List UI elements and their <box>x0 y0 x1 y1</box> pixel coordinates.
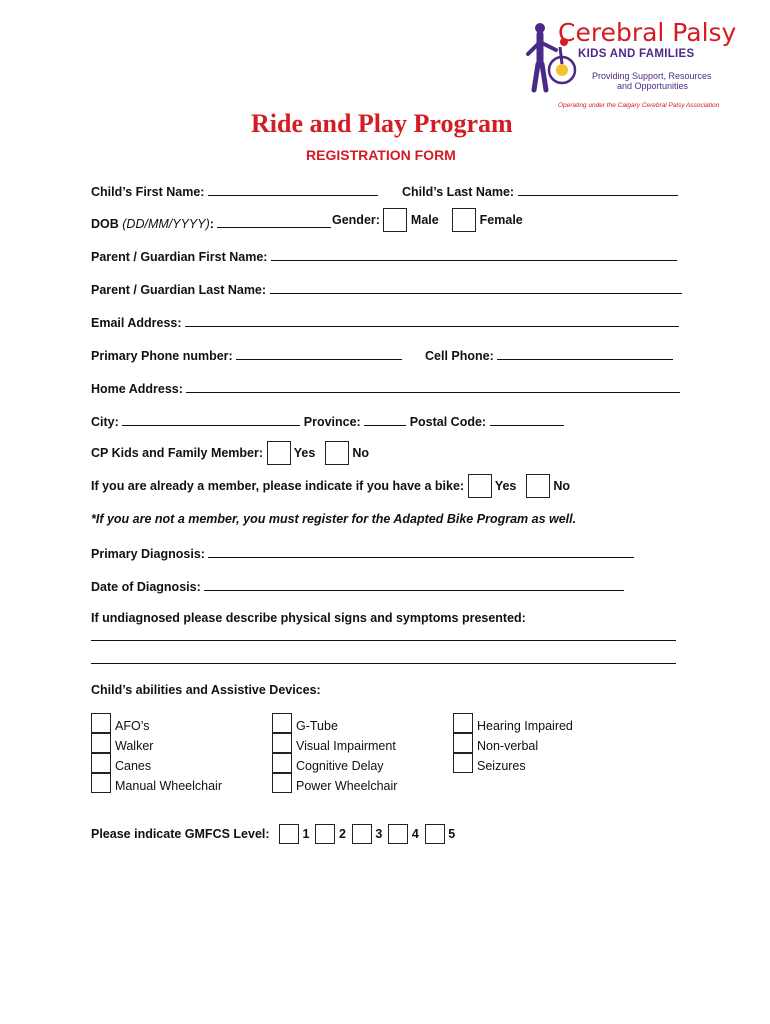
devices-col-1 <box>91 713 222 793</box>
home-address-field[interactable] <box>186 380 680 393</box>
symptoms-line-2[interactable] <box>91 663 676 664</box>
device-item <box>453 753 573 773</box>
logo <box>520 18 745 113</box>
city-label: City: <box>91 415 119 429</box>
diagnosis-row <box>91 545 634 561</box>
devices-col-3 <box>453 713 573 773</box>
device-item <box>272 733 397 753</box>
device-label: Non-verbal <box>477 739 539 753</box>
member-no-label: No <box>352 446 369 460</box>
member-row <box>91 441 369 465</box>
device-label: G-Tube <box>296 719 338 733</box>
primary-phone-label: Primary Phone number: <box>91 349 233 363</box>
symptoms-line-1[interactable] <box>91 640 676 641</box>
gmfcs-level-label: 3 <box>371 827 383 841</box>
device-item <box>272 753 397 773</box>
device-label: Cognitive Delay <box>296 759 384 773</box>
form-subtitle: REGISTRATION FORM <box>306 147 456 163</box>
cell-phone-label: Cell Phone: <box>425 349 494 363</box>
gender-row <box>332 208 523 232</box>
member-yes-checkbox[interactable] <box>267 441 291 465</box>
device-label: Hearing Impaired <box>477 719 573 733</box>
member-yes-label: Yes <box>293 446 316 460</box>
brand-tagline-2: and Opportunities <box>617 81 689 91</box>
device-checkbox[interactable] <box>272 753 292 773</box>
device-checkbox[interactable] <box>91 753 111 773</box>
diagnosis-date-row <box>91 578 624 594</box>
child-first-row <box>91 183 378 199</box>
device-checkbox[interactable] <box>453 713 473 733</box>
gmfcs-level-checkbox[interactable] <box>352 824 372 844</box>
device-label: Manual Wheelchair <box>115 779 222 793</box>
email-field[interactable] <box>185 314 679 327</box>
email-label: Email Address: <box>91 316 182 330</box>
device-checkbox[interactable] <box>91 713 111 733</box>
parent-last-row <box>91 281 682 297</box>
diagnosis-date-label: Date of Diagnosis: <box>91 580 201 594</box>
child-last-row <box>402 183 678 199</box>
devices-col-2 <box>272 713 397 793</box>
male-label: Male <box>410 213 439 227</box>
primary-phone-field[interactable] <box>236 347 402 360</box>
device-item <box>91 733 222 753</box>
bike-yes-checkbox[interactable] <box>468 474 492 498</box>
province-label: Province: <box>303 415 361 429</box>
device-item <box>91 773 222 793</box>
city-row <box>91 413 564 429</box>
female-label: Female <box>479 213 523 227</box>
abilities-heading: Child’s abilities and Assistive Devices: <box>91 683 321 697</box>
device-item <box>453 713 573 733</box>
primary-phone-row <box>91 347 402 363</box>
province-field[interactable] <box>364 413 406 426</box>
parent-first-label: Parent / Guardian First Name: <box>91 250 268 264</box>
brand-name: Cerebral Palsy <box>558 18 737 47</box>
gender-label: Gender: <box>332 213 380 227</box>
device-label: Power Wheelchair <box>296 779 398 793</box>
device-checkbox[interactable] <box>272 713 292 733</box>
page-title: Ride and Play Program <box>251 109 513 138</box>
device-checkbox[interactable] <box>91 733 111 753</box>
child-last-field[interactable] <box>518 183 678 196</box>
cell-phone-row <box>425 347 673 363</box>
parent-first-field[interactable] <box>271 248 677 261</box>
dob-field[interactable] <box>217 215 331 228</box>
parent-last-field[interactable] <box>270 281 682 294</box>
gmfcs-level-checkbox[interactable] <box>388 824 408 844</box>
cell-phone-field[interactable] <box>497 347 673 360</box>
parent-last-label: Parent / Guardian Last Name: <box>91 283 267 297</box>
device-item <box>272 713 397 733</box>
dob-row <box>91 215 331 231</box>
operating-note: Operating under the Calgary Cerebral Palsy Association <box>558 102 720 109</box>
device-item <box>91 753 222 773</box>
gmfcs-row <box>91 824 455 844</box>
gmfcs-level-checkbox[interactable] <box>315 824 335 844</box>
child-last-label: Child’s Last Name: <box>402 185 515 199</box>
device-checkbox[interactable] <box>91 773 111 793</box>
dob-format: (DD/MM/YYYY) <box>122 217 210 231</box>
bike-no-label: No <box>553 479 571 493</box>
device-label: Walker <box>115 739 154 753</box>
home-address-row <box>91 380 680 396</box>
gender-female-checkbox[interactable] <box>452 208 476 232</box>
bike-no-checkbox[interactable] <box>526 474 550 498</box>
device-label: AFO’s <box>115 719 150 733</box>
bike-row <box>91 474 570 498</box>
parent-first-row <box>91 248 677 264</box>
dob-label: DOB <box>91 217 119 231</box>
device-label: Canes <box>115 759 152 773</box>
device-checkbox[interactable] <box>272 773 292 793</box>
email-row <box>91 314 679 330</box>
device-item <box>272 773 397 793</box>
dob-colon: : <box>209 217 214 231</box>
bike-yes-label: Yes <box>494 479 517 493</box>
member-label: CP Kids and Family Member: <box>91 446 264 460</box>
gmfcs-level-checkbox[interactable] <box>279 824 299 844</box>
gender-male-checkbox[interactable] <box>383 208 407 232</box>
child-first-label: Child’s First Name: <box>91 185 205 199</box>
home-address-label: Home Address: <box>91 382 183 396</box>
gmfcs-level-label: 1 <box>299 827 310 841</box>
brand-subtitle: KIDS AND FAMILIES <box>578 48 695 60</box>
gmfcs-label: Please indicate GMFCS Level: <box>91 827 270 841</box>
bike-note: *If you are not a member, you must register for the Adapted Bike Program as well. <box>91 512 577 526</box>
diagnosis-field[interactable] <box>208 545 634 558</box>
gmfcs-level-label: 4 <box>408 827 419 841</box>
brand-tagline-1: Providing Support, Resources <box>592 71 712 81</box>
postal-code-label: Postal Code: <box>409 415 487 429</box>
city-field[interactable] <box>122 413 300 426</box>
undiagnosed-label: If undiagnosed please describe physical signs and symptoms presented: <box>91 611 526 625</box>
device-item <box>453 733 573 753</box>
device-checkbox[interactable] <box>453 753 473 773</box>
gmfcs-level-label: 2 <box>335 827 346 841</box>
device-checkbox[interactable] <box>453 733 473 753</box>
diagnosis-label: Primary Diagnosis: <box>91 547 205 561</box>
member-no-checkbox[interactable] <box>325 441 349 465</box>
gmfcs-level-checkbox[interactable] <box>425 824 445 844</box>
child-first-field[interactable] <box>208 183 378 196</box>
device-label: Seizures <box>477 759 526 773</box>
device-label: Visual Impairment <box>296 739 396 753</box>
bike-question: If you are already a member, please indicate if you have a bike: <box>91 479 465 493</box>
device-item <box>91 713 222 733</box>
device-checkbox[interactable] <box>272 733 292 753</box>
gmfcs-level-label: 5 <box>444 827 456 841</box>
diagnosis-date-field[interactable] <box>204 578 624 591</box>
postal-code-field[interactable] <box>490 413 564 426</box>
